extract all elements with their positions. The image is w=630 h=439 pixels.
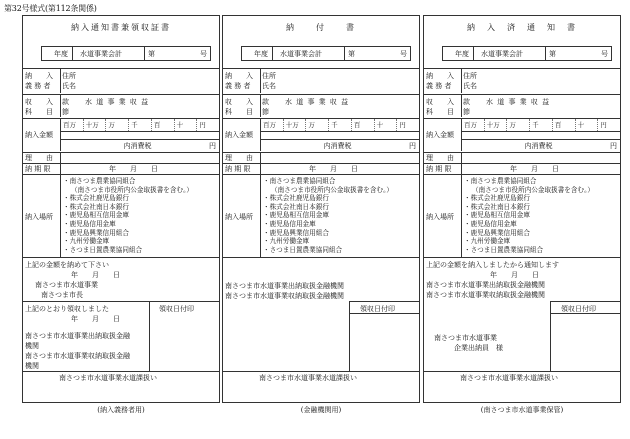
divider [60, 95, 61, 117]
address-label: 住所 [62, 72, 76, 80]
bank-name: ・九州労働金庫 [464, 237, 511, 246]
name-label: 氏名 [262, 82, 276, 90]
divider [344, 47, 345, 60]
receipt-date: 年 月 日 [71, 315, 120, 323]
digit-unit: 千 [331, 121, 338, 129]
bank-name: ・南さつま農業協同組合 [263, 177, 336, 185]
divider [149, 302, 150, 372]
bank-name: ・株式会社鹿児島銀行 [63, 194, 129, 203]
stamp-box [349, 301, 419, 372]
amount-label: 納入金額 [225, 131, 253, 139]
payer-row [424, 68, 620, 93]
setsu-label: 節 [62, 108, 69, 116]
divider [60, 175, 61, 257]
divider [60, 153, 61, 163]
stamp-label: 領収日付印 [159, 305, 194, 313]
divider [461, 95, 462, 117]
bank-name: ・鹿児島信用金庫 [63, 220, 116, 228]
bank-name: （南さつま市役所内公金取扱書を含む。） [271, 185, 393, 194]
setsu-label: 節 [463, 108, 470, 116]
divider [461, 153, 462, 163]
bank-name: ・鹿児島信用金庫 [263, 220, 316, 228]
digit-divider [575, 119, 576, 131]
no-label: 第 [549, 50, 556, 58]
bank-name: ・さつま日置農業協同組合 [464, 245, 544, 254]
official: 南さつま市水道事業 [434, 334, 497, 342]
reason-row [223, 152, 419, 163]
amount-separator [260, 131, 419, 132]
receipt-text: 上記のとおり領収しました [25, 305, 109, 313]
tax-row [461, 139, 620, 152]
reason-label: 理 由 [426, 154, 454, 162]
name-label: 氏名 [463, 82, 477, 90]
go-label: 号 [400, 50, 407, 58]
bank-name: ・九州労働金庫 [263, 237, 310, 246]
bottom-label-row [23, 371, 219, 383]
digit-unit: 百 [353, 121, 361, 129]
payer-label: 納 入 [25, 72, 53, 80]
digit-divider [506, 119, 507, 131]
digit-divider [305, 119, 306, 131]
payer-label: 納 入 [426, 72, 454, 80]
notice-date: 年 月 日 [71, 271, 120, 279]
receipt-block [23, 301, 219, 372]
panel-title: 納 入 済 通 知 書 [467, 23, 577, 32]
payer-label: 義 務 者 [426, 82, 452, 90]
bank-name: （南さつま市役所内公金取扱書を含む。） [71, 185, 193, 194]
tax-unit: 円 [409, 142, 416, 150]
header-box [442, 46, 612, 61]
place-label: 納入場所 [426, 213, 454, 221]
deadline-row [23, 163, 219, 174]
bottom-label: 南さつま市水道事業水道課扱い [259, 374, 357, 382]
kan-label: 款 [262, 98, 269, 106]
divider [260, 164, 261, 174]
setsu-label: 節 [262, 108, 269, 116]
bank-name: ・株式会社鹿児島銀行 [263, 194, 329, 203]
digit-unit: 百万 [464, 121, 477, 129]
income-row [223, 94, 419, 117]
divider [272, 47, 273, 60]
year-label: 年度 [54, 50, 68, 58]
bank-name: ・株式会社南日本銀行 [464, 202, 530, 211]
deadline-label: 納 期 限 [25, 165, 51, 173]
digit-unit: 万 [108, 121, 115, 129]
digit-unit: 円 [399, 121, 406, 129]
digit-unit: 万 [308, 121, 315, 129]
tax-row [60, 139, 219, 152]
stamp-box [550, 301, 620, 372]
place-label: 納入場所 [225, 213, 253, 221]
no-label: 第 [348, 50, 355, 58]
digit-divider [105, 119, 106, 131]
divider [461, 164, 462, 174]
bottom-label: 南さつま市水道事業水道課扱い [460, 374, 558, 382]
panel-bank [222, 15, 420, 403]
divider [144, 47, 145, 60]
income-row [23, 94, 219, 117]
digit-unit: 百 [153, 121, 161, 129]
stamp-label: 領収日付印 [561, 305, 596, 313]
place-row [223, 174, 419, 257]
digit-divider [196, 119, 197, 131]
caption-office: (南さつま市水道事業保管) [480, 406, 564, 414]
tax-label: 内消費税 [123, 142, 152, 150]
reason-row [23, 152, 219, 163]
lower-section [223, 257, 419, 402]
divider [60, 69, 61, 93]
place-label: 納入場所 [25, 213, 53, 221]
receipt-agent: 南さつま市水道事業収納取扱金融 [25, 352, 130, 360]
bank-name: ・鹿児島信用金庫 [464, 220, 517, 228]
bottom-label: 南さつま市水道事業水道課扱い [59, 374, 157, 382]
header-box [241, 46, 411, 61]
lower-section [424, 257, 620, 402]
kan-value: 水 道 事 業 収 益 [285, 98, 350, 106]
digit-unit: 十万 [85, 121, 99, 129]
amount-label: 納入金額 [25, 131, 53, 139]
kan-value: 水 道 事 業 収 益 [486, 98, 551, 106]
digit-unit: 十 [376, 121, 384, 129]
divider [260, 175, 261, 257]
bank-name: ・南さつま農業協同組合 [63, 177, 136, 185]
amount-row [223, 118, 419, 151]
amount-separator [60, 131, 219, 132]
digit-divider [283, 119, 284, 131]
deadline-label: 納 期 限 [426, 165, 452, 173]
bank-name: ・株式会社鹿児島銀行 [464, 194, 530, 203]
digit-unit: 円 [199, 121, 206, 129]
payer-label: 義 務 者 [25, 82, 51, 90]
digit-divider [83, 119, 84, 131]
bank-name: ・さつま日置農業協同組合 [63, 245, 143, 254]
name-label: 氏名 [62, 82, 76, 90]
bank-name: ・九州労働金庫 [63, 237, 110, 246]
divider [461, 175, 462, 257]
digit-unit: 円 [600, 121, 607, 129]
divider [260, 69, 261, 93]
notice-text: 上記の金額を納めて下さい [25, 261, 109, 269]
no-label: 第 [148, 50, 155, 58]
bank-name: ・さつま日置農業協同組合 [263, 245, 343, 254]
divider [545, 47, 546, 60]
digit-divider [151, 119, 152, 131]
bank-name: （南さつま市役所内公金取扱書を含む。） [472, 185, 594, 194]
place-row [424, 174, 620, 257]
divider [473, 47, 474, 60]
tax-unit: 円 [610, 142, 617, 150]
digit-divider [597, 119, 598, 131]
stamp-divider [551, 313, 620, 314]
deadline-value: 年 月 日 [109, 165, 158, 173]
digit-unit: 万 [509, 121, 516, 129]
account-name: 水道事業会計 [280, 50, 322, 58]
go-label: 号 [200, 50, 207, 58]
payer-label: 義 務 者 [225, 82, 251, 90]
divider [260, 153, 261, 163]
panel-taxpayer [22, 15, 220, 403]
payer-row [223, 68, 419, 93]
panel-office [423, 15, 621, 403]
caption-taxpayer: (納入義務者用) [97, 406, 145, 414]
digit-divider [328, 119, 329, 131]
divider [461, 69, 462, 93]
reason-label: 理 由 [225, 154, 253, 162]
amount-separator [461, 131, 620, 132]
bank-name: ・鹿児島興業信用組合 [263, 228, 329, 237]
income-label: 科 目 [426, 108, 454, 116]
receipt-agent: 機関 [25, 362, 39, 370]
income-label: 科 目 [225, 108, 253, 116]
kan-label: 款 [463, 98, 470, 106]
digit-divider [174, 119, 175, 131]
form-id: 第32号様式(第112条関係) [4, 4, 97, 13]
bank-name: ・鹿児島相互信用金庫 [464, 211, 530, 220]
digit-unit: 千 [131, 121, 138, 129]
digit-divider [374, 119, 375, 131]
address-label: 住所 [262, 72, 276, 80]
digit-unit: 十万 [285, 121, 299, 129]
tax-row [260, 139, 419, 152]
caption-bank: (金融機関用) [300, 406, 342, 414]
issuer: 南さつま市水道事業 [35, 281, 98, 289]
digit-divider [529, 119, 530, 131]
amount-digits [60, 119, 219, 131]
digit-divider [396, 119, 397, 131]
divider [72, 47, 73, 60]
divider [260, 95, 261, 117]
deadline-label: 納 期 限 [225, 165, 251, 173]
digit-unit: 十万 [486, 121, 500, 129]
agent-line: 南さつま市水道事業収納取扱金融機関 [225, 292, 344, 300]
payer-row [23, 68, 219, 93]
tax-label: 内消費税 [524, 142, 553, 150]
account-name: 水道事業会計 [80, 50, 122, 58]
year-label: 年度 [254, 50, 268, 58]
notice-date: 年 月 日 [490, 271, 539, 279]
bank-name: ・鹿児島興業信用組合 [63, 228, 129, 237]
kan-label: 款 [62, 98, 69, 106]
agent-line: 南さつま市水道事業出納取扱金融機関 [225, 282, 344, 290]
digit-unit: 百 [554, 121, 562, 129]
digit-unit: 百万 [63, 121, 76, 129]
amount-digits [260, 119, 419, 131]
go-label: 号 [601, 50, 608, 58]
income-label: 収 入 [25, 98, 53, 106]
agent-line: 南さつま市水道事業収納取扱金融機関 [426, 291, 545, 299]
digit-divider [484, 119, 485, 131]
reason-label: 理 由 [25, 154, 53, 162]
amount-label: 納入金額 [426, 131, 454, 139]
panel-title: 納入通知書兼領収証書 [71, 23, 171, 32]
kan-value: 水 道 事 業 収 益 [85, 98, 150, 106]
stamp-divider [350, 313, 419, 314]
year-label: 年度 [455, 50, 469, 58]
amount-row [23, 118, 219, 151]
tax-unit: 円 [209, 142, 216, 150]
digit-unit: 千 [532, 121, 539, 129]
receipt-agent: 機関 [25, 342, 39, 350]
income-label: 収 入 [225, 98, 253, 106]
deadline-value: 年 月 日 [309, 165, 358, 173]
stamp-label: 領収日付印 [360, 305, 395, 313]
income-row [424, 94, 620, 117]
tax-label: 内消費税 [323, 142, 352, 150]
bank-name: ・株式会社南日本銀行 [263, 202, 329, 211]
bottom-label-row [424, 371, 620, 383]
digit-divider [351, 119, 352, 131]
income-label: 収 入 [426, 98, 454, 106]
deadline-value: 年 月 日 [510, 165, 559, 173]
header-box [41, 46, 211, 61]
amount-row [424, 118, 620, 151]
notice-text: 上記の金額を納入しましたから通知します [426, 261, 559, 269]
panel-title: 納 付 書 [286, 23, 356, 32]
reason-row [424, 152, 620, 163]
digit-unit: 十 [176, 121, 184, 129]
receipt-agent: 南さつま市水道事業出納取扱金融 [25, 332, 130, 340]
divider [60, 164, 61, 174]
bank-name: ・株式会社南日本銀行 [63, 202, 129, 211]
digit-unit: 十 [577, 121, 585, 129]
amount-digits [461, 119, 620, 131]
place-row [23, 174, 219, 257]
agent-line: 南さつま市水道事業出納取扱金融機関 [426, 281, 545, 289]
bank-name: ・鹿児島相互信用金庫 [63, 211, 129, 220]
bank-name: ・南さつま農業協同組合 [464, 177, 537, 185]
official: 企業出納員 様 [454, 344, 503, 352]
payer-label: 納 入 [225, 72, 253, 80]
issuer-head: 南さつま市長 [41, 291, 83, 299]
lower-section [23, 257, 219, 402]
bottom-label-row [223, 371, 419, 383]
address-label: 住所 [463, 72, 477, 80]
account-name: 水道事業会計 [481, 50, 523, 58]
bank-name: ・鹿児島興業信用組合 [464, 228, 530, 237]
deadline-row [424, 163, 620, 174]
bank-name: ・鹿児島相互信用金庫 [263, 211, 329, 220]
deadline-row [223, 163, 419, 174]
digit-divider [552, 119, 553, 131]
income-label: 科 目 [25, 108, 53, 116]
digit-unit: 百万 [263, 121, 276, 129]
digit-divider [128, 119, 129, 131]
